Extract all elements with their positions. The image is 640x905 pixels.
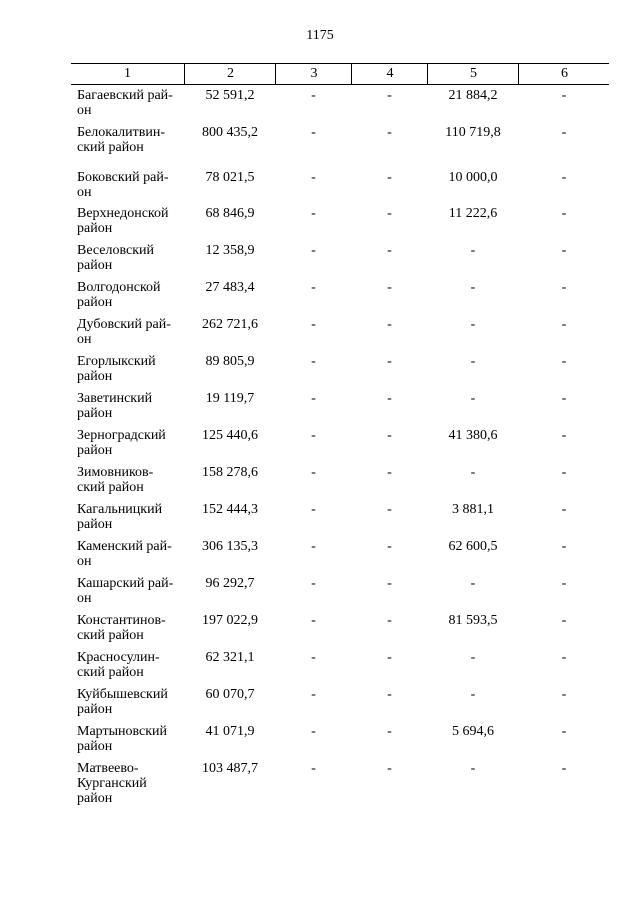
cell-col-3: -	[311, 206, 316, 221]
district-name-line: Каменский рай-	[77, 539, 172, 554]
cell-col-5: 21 884,2	[448, 88, 498, 103]
district-name-line: район	[77, 221, 113, 236]
cell-col-6: -	[561, 650, 567, 665]
cell-col-4: -	[387, 354, 392, 369]
cell-col-6: -	[561, 88, 567, 103]
cell-col-6: -	[561, 687, 567, 702]
cell-col-6: -	[561, 170, 567, 185]
cell-col-3: -	[311, 170, 316, 185]
cell-col-4: -	[387, 125, 392, 140]
column-header-1: 1	[124, 66, 131, 81]
district-name-line: район	[77, 791, 113, 806]
cell-col-2: 306 135,3	[202, 539, 258, 554]
cell-col-5: 110 719,8	[445, 125, 501, 140]
cell-col-6: -	[561, 539, 567, 554]
cell-col-4: -	[387, 502, 392, 517]
district-name-line: он	[77, 554, 92, 569]
cell-col-6: -	[561, 391, 567, 406]
cell-col-4: -	[387, 576, 392, 591]
cell-col-2: 158 278,6	[202, 465, 258, 480]
district-name-line: район	[77, 702, 113, 717]
cell-col-2: 78 021,5	[205, 170, 255, 185]
cell-col-6: -	[561, 354, 567, 369]
cell-col-3: -	[311, 391, 316, 406]
district-name-line: Константинов-	[77, 613, 166, 628]
cell-col-4: -	[387, 170, 392, 185]
district-name	[77, 502, 183, 532]
cell-col-3: -	[311, 724, 316, 739]
district-name	[77, 354, 183, 384]
cell-col-3: -	[311, 502, 316, 517]
cell-col-5: -	[470, 465, 476, 480]
cell-col-4: -	[387, 243, 392, 258]
district-name-line: Заветинский	[77, 391, 153, 406]
cell-col-5: -	[470, 317, 476, 332]
district-name-line: он	[77, 185, 92, 200]
district-name	[77, 206, 183, 236]
cell-col-2: 96 292,7	[205, 576, 255, 591]
district-name-line: район	[77, 739, 113, 754]
district-name-line: Багаевский рай-	[77, 88, 173, 103]
district-name	[77, 170, 183, 200]
district-name-line: Боковский рай-	[77, 170, 169, 185]
cell-col-5: 10 000,0	[448, 170, 498, 185]
district-name-line: Куйбышевский	[77, 687, 168, 702]
district-name-line: он	[77, 332, 92, 347]
cell-col-5: -	[470, 354, 476, 369]
cell-col-6: -	[561, 761, 567, 776]
cell-col-3: -	[311, 465, 316, 480]
cell-col-6: -	[561, 613, 567, 628]
cell-col-4: -	[387, 687, 392, 702]
cell-col-3: -	[311, 125, 316, 140]
district-name-line: Веселовский	[77, 243, 155, 258]
cell-col-2: 103 487,7	[202, 761, 258, 776]
cell-col-2: 152 444,3	[202, 502, 258, 517]
district-name	[77, 280, 183, 310]
district-name	[77, 88, 183, 118]
cell-col-4: -	[387, 761, 392, 776]
column-header-6: 6	[518, 64, 610, 84]
district-name	[77, 391, 183, 421]
cell-col-5: -	[470, 576, 476, 591]
district-name	[77, 125, 183, 155]
district-name-line: Белокалитвин-	[77, 125, 166, 140]
cell-col-5: -	[470, 391, 476, 406]
district-name-line: Зимовников-	[77, 465, 154, 480]
cell-col-3: -	[311, 428, 316, 443]
cell-col-5: 62 600,5	[448, 539, 498, 554]
cell-col-3: -	[311, 243, 316, 258]
cell-col-2: 19 119,7	[205, 391, 255, 406]
cell-col-6: -	[561, 317, 567, 332]
cell-col-2: 12 358,9	[205, 243, 255, 258]
cell-col-3: -	[311, 576, 316, 591]
cell-col-3: -	[311, 354, 316, 369]
cell-col-4: -	[387, 539, 392, 554]
district-name-line: он	[77, 103, 92, 118]
district-name-line: Мартыновский	[77, 724, 168, 739]
cell-col-6: -	[561, 125, 567, 140]
district-name-line: ский район	[77, 480, 144, 495]
cell-col-4: -	[387, 465, 392, 480]
district-name-line: район	[77, 406, 113, 421]
cell-col-6: -	[561, 243, 567, 258]
table-header	[71, 63, 609, 85]
cell-col-2: 52 591,2	[205, 88, 255, 103]
column-header-5: 5	[427, 64, 519, 84]
cell-col-3: -	[311, 280, 316, 295]
page-number: 1175	[306, 28, 334, 43]
cell-col-2: 41 071,9	[205, 724, 255, 739]
district-name-line: район	[77, 369, 113, 384]
district-name-line: ский район	[77, 665, 144, 680]
district-name-line: он	[77, 591, 92, 606]
cell-col-4: -	[387, 206, 392, 221]
cell-col-2: 68 846,9	[205, 206, 255, 221]
cell-col-3: -	[311, 317, 316, 332]
cell-col-2: 60 070,7	[205, 687, 255, 702]
cell-col-6: -	[561, 280, 567, 295]
district-name	[77, 687, 183, 717]
cell-col-5: 41 380,6	[448, 428, 498, 443]
column-header-3: 3	[275, 64, 352, 84]
district-name-line: Красносулин-	[77, 650, 160, 665]
cell-col-3: -	[311, 613, 316, 628]
cell-col-4: -	[387, 88, 392, 103]
cell-col-6: -	[561, 502, 567, 517]
cell-col-4: -	[387, 280, 392, 295]
district-name	[77, 724, 183, 754]
district-name	[77, 539, 183, 569]
district-name-line: район	[77, 258, 113, 273]
cell-col-5: -	[470, 243, 476, 258]
cell-col-2: 89 805,9	[205, 354, 255, 369]
cell-col-3: -	[311, 539, 316, 554]
district-name-line: Курганский	[77, 776, 147, 791]
column-header-4: 4	[351, 64, 428, 84]
cell-col-5: -	[470, 280, 476, 295]
cell-col-6: -	[561, 465, 567, 480]
cell-col-4: -	[387, 391, 392, 406]
cell-col-2: 262 721,6	[202, 317, 258, 332]
cell-col-5: 5 694,6	[452, 724, 494, 739]
cell-col-6: -	[561, 428, 567, 443]
district-name	[77, 428, 183, 458]
district-name-line: Волгодонской	[77, 280, 161, 295]
district-name-line: район	[77, 295, 113, 310]
district-name-line: Дубовский рай-	[77, 317, 171, 332]
cell-col-3: -	[311, 687, 316, 702]
cell-col-5: 81 593,5	[448, 613, 498, 628]
cell-col-4: -	[387, 613, 392, 628]
district-name	[77, 317, 183, 347]
cell-col-2: 62 321,1	[205, 650, 255, 665]
district-name-line: Кагальницкий	[77, 502, 163, 517]
district-name	[77, 613, 183, 643]
cell-col-6: -	[561, 576, 567, 591]
cell-col-5: 11 222,6	[448, 206, 498, 221]
column-header-2: 2	[184, 64, 276, 84]
cell-col-6: -	[561, 724, 567, 739]
district-name-line: район	[77, 517, 113, 532]
district-name-line: Матвеево-	[77, 761, 139, 776]
district-name-line: Зерноградский	[77, 428, 166, 443]
district-name	[77, 650, 183, 680]
cell-col-4: -	[387, 724, 392, 739]
cell-col-5: -	[470, 650, 476, 665]
cell-col-5: 3 881,1	[452, 502, 494, 517]
cell-col-3: -	[311, 88, 316, 103]
district-name	[77, 465, 183, 495]
cell-col-3: -	[311, 761, 316, 776]
district-name-line: район	[77, 443, 113, 458]
cell-col-5: -	[470, 687, 476, 702]
cell-col-6: -	[561, 206, 567, 221]
district-name-line: ский район	[77, 140, 144, 155]
district-name-line: ский район	[77, 628, 144, 643]
cell-col-4: -	[387, 317, 392, 332]
cell-col-2: 800 435,2	[202, 125, 258, 140]
district-name	[77, 761, 183, 806]
district-name	[77, 243, 183, 273]
cell-col-2: 197 022,9	[202, 613, 258, 628]
district-name-line: Верхнедонской	[77, 206, 169, 221]
district-name	[77, 576, 183, 606]
cell-col-5: -	[470, 761, 476, 776]
district-name-line: Егорлыкский	[77, 354, 156, 369]
cell-col-4: -	[387, 428, 392, 443]
cell-col-2: 125 440,6	[202, 428, 258, 443]
cell-col-3: -	[311, 650, 316, 665]
cell-col-2: 27 483,4	[205, 280, 255, 295]
cell-col-4: -	[387, 650, 392, 665]
district-name-line: Кашарский рай-	[77, 576, 174, 591]
